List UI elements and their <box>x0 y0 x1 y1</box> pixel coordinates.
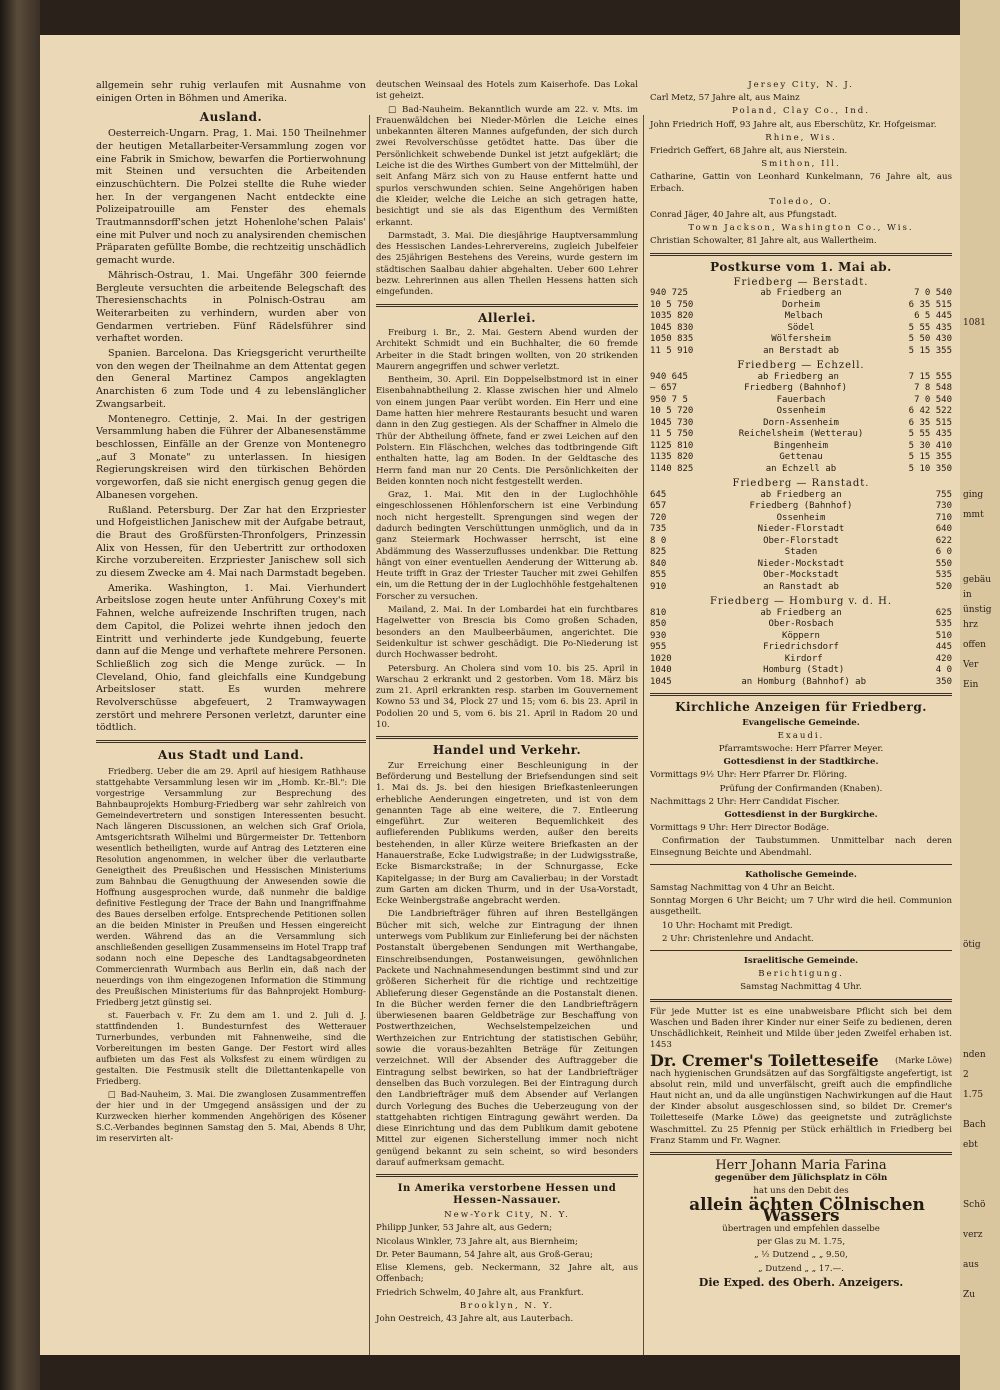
article-graz: Graz, 1. Mai. Mit den in der Luglochhöhle eingeschlossenen Höhlenforschern ist eine Verbindung noch nicht hergestellt. Sprengungen sind wegen der dadurch bedingten Verschüttungen unmöglich, und da in ganz Steiermark Hochwasser herrscht, ist eine Abdämmung des Wasserzuflusses undenkbar. Die Rettung hängt von einer eventuellen Aenderung der Witterung ab. Heute trifft in Graz der Triester Taucher mit zwei Gehilfen ein, um die Rettung der in der Luglochhöhle festgehaltenen Forscher zu versuchen. <box>376 490 638 602</box>
postkurs-station: Ober-Rosbach <box>768 619 834 630</box>
postkurs-time: 5 30 410 <box>908 440 952 451</box>
postkurs-time: 1045 <box>650 676 672 687</box>
postkurs-time: 535 <box>935 570 952 581</box>
postkurs-time: 550 <box>935 558 952 569</box>
postkurs-station: Kirdorf <box>784 653 823 664</box>
church-text: Nachmittags 2 Uhr: Herr Candidat Fischer. <box>650 796 840 807</box>
article-petersburg: Petersburg. An Cholera sind vom 10. bis 25. April in Warschau 2 erkrankt und 2 gestorben. Vom 18. März bis zum 21. April erkrankten resp. starben im Gouvernement Kowno 53 und 34, Plock 27 und 15; vom 6. bis 23. April in Podolien 20 und 5, vom 6. bis 21. April in Radom 20 und 10. <box>376 663 638 731</box>
postkurs-row <box>650 619 952 631</box>
place-heading: Brooklyn, N. Y. <box>459 1300 555 1311</box>
postkurs-station: Fauerbach <box>776 394 826 405</box>
postkurs-station: an Homburg (Bahnhof) ab <box>741 676 867 687</box>
column-3 <box>650 80 952 1290</box>
postkurs-time: 7 8 548 <box>914 383 952 394</box>
strip-text: Ein <box>963 680 979 690</box>
postkurs-time: 720 <box>650 512 667 523</box>
advert-farina-line: Herr Johann Maria Farina <box>715 1158 887 1174</box>
section-heading-handel: Handel und Verkehr. <box>432 743 582 758</box>
article-mailand: Mailand, 2. Mai. In der Lombardei hat ein furchtbares Hagelwetter von Brescia bis Como großen Schaden, besonders an den Maulbeerbäumen, angerichtet. Die Seidenkultur ist schwer geschädigt. Die Po-Niederung ist durch Hochwasser bedroht. <box>376 605 638 661</box>
postkurse-table <box>650 277 952 689</box>
postkurs-route-title: Friedberg — Homburg v. d. H. <box>710 596 892 608</box>
strip-text: ging <box>963 490 984 500</box>
postkurs-station: Ober-Florstadt <box>763 535 839 546</box>
postkurs-time: 5 50 430 <box>908 334 952 345</box>
postkurs-time: 535 <box>935 619 952 630</box>
postkurs-time: 10 5 720 <box>650 406 694 417</box>
postkurs-time: 5 55 435 <box>908 322 952 333</box>
postkurs-time: 350 <box>935 676 952 687</box>
postkurs-station: an Echzell ab <box>765 463 837 474</box>
subheading: Exaudi. <box>777 730 825 741</box>
divider <box>650 253 952 256</box>
postkurs-time: 1125 810 <box>650 440 694 451</box>
church-text: Berichtigung. <box>758 969 844 980</box>
article-continuation: deutschen Weinsaal des Hotels zum Kaiserhofe. Das Lokal ist geheizt. <box>376 80 638 102</box>
postkurs-station: an Ranstadt ab <box>763 581 839 592</box>
postkurs-time: 622 <box>935 535 952 546</box>
column-2 <box>376 80 638 1328</box>
divider <box>376 1174 638 1177</box>
obituary-entry: Nicolaus Winkler, 73 Jahre alt, aus Biernheim; <box>376 1236 578 1247</box>
postkurs-time: 5 10 350 <box>908 463 952 474</box>
postkurs-time: 1045 730 <box>650 417 694 428</box>
postkurs-time: 7 15 555 <box>908 371 952 382</box>
postkurs-row <box>650 547 952 559</box>
postkurs-time: 810 <box>650 607 667 618</box>
postkurs-time: 950 7 5 <box>650 394 688 405</box>
postkurs-row <box>650 559 952 571</box>
church-text: Samstag Nachmittag von 4 Uhr an Beicht. <box>650 882 835 893</box>
postkurs-station: Gettenau <box>779 452 823 463</box>
postkurs-row <box>650 418 952 430</box>
postkurs-station: Friedrichsdorf <box>763 642 839 653</box>
article-bad-nauheim-2: □ Bad-Nauheim. Bekanntlich wurde am 22. v. Mts. im Frauenwäldchen bei Nieder-Mörlen die Leiche eines unbekannten älteren Mannes aufgefunden, der sich durch zwei Revolverschüsse getödtet hatte. Das über die Persönlichkeit schwebende Dunkel ist jetzt aufgeklärt; die Leiche ist die des Wirthes Gumbert von der Mittelmühl, der seit Anfang März sich von zu Hause entfernt hatte und spurlos verschwunden schien. Seine Angehörigen haben die Kleider, welche die Leiche an sich getragen hatte, besichtigt und sie als das Eigenthum des Vermißten erkannt. <box>376 104 638 228</box>
church-text: Sonntag Morgen 6 Uhr Beicht; um 7 Uhr wird die heil. Communion ausgetheilt. <box>650 896 952 918</box>
postkurs-row <box>650 677 952 689</box>
intro-text: allgemein sehr ruhig verlaufen mit Ausnahme von einigen Orten in Böhmen und Amerika. <box>96 80 366 104</box>
postkurs-time: 850 <box>650 619 667 630</box>
church-text: Confirmation der Taubstummen. Unmittelbar nach deren Einsegnung Beichte und Abendmahl. <box>650 836 952 858</box>
postkurs-time: 735 <box>650 524 667 535</box>
postkurs-time: 420 <box>935 653 952 664</box>
article-montenegro: Montenegro. Cettinje, 2. Mai. In der gestrigen Versammlung haben die Führer der Albanesenstämme beschlossen, Einfälle an der Grenze von Montenegro „auf 3 Monate" zu unterlassen. In hiesigen Regierungskreisen wird den türkischen Behörden vorgeworfen, daß sie nicht energisch genug gegen die Albanesen vorgehen. <box>96 413 366 501</box>
postkurs-time: 445 <box>935 642 952 653</box>
church-text: Vormittags 9½ Uhr: Herr Pfarrer Dr. Flöring. <box>650 770 848 781</box>
postkurs-time: 1035 820 <box>650 311 694 322</box>
section-heading-ausland: Ausland. <box>199 110 263 125</box>
article-fauerbach: st. Fauerbach v. Fr. Zu dem am 1. und 2. Juli d. J. stattfindenden 1. Bundesturnfest des Wetterauer Turnerbundes, verbunden mit Fahnenweihe, sind die Vorbereitungen im besten Gange. Der Festort wird alles aufbieten um das Fest als Volksfest zu einem würdigen zu gestalten. Die Festmusik stellt die Dilettantenkapelle von Friedberg. <box>96 1009 366 1086</box>
strip-text: Zu <box>963 1290 976 1300</box>
column-divider <box>643 115 644 1355</box>
postkurs-time: 855 <box>650 570 667 581</box>
strip-text: Ver <box>963 660 979 670</box>
postkurs-row <box>650 654 952 666</box>
obituary-entry: John Oestreich, 43 Jahre alt, aus Lauterbach. <box>376 1314 574 1325</box>
church-text: 2 Uhr: Christenlehre und Andacht. <box>662 933 814 944</box>
postkurs-time: 510 <box>935 630 952 641</box>
advert-farina-price: „ ½ Dutzend „ „ 9.50, <box>754 1250 848 1261</box>
strip-text: gebäu <box>963 575 992 585</box>
postkurs-time: 6 35 515 <box>908 299 952 310</box>
postkurs-row <box>650 395 952 407</box>
strip-text: hrz <box>963 620 978 630</box>
postkurs-row <box>650 631 952 643</box>
place-heading: Poland, Clay Co., Ind. <box>732 106 870 117</box>
postkurs-station: Dorn-Assenheim <box>763 417 839 428</box>
postkurs-time: 940 645 <box>650 371 688 382</box>
divider <box>96 740 366 743</box>
article-bentheim: Bentheim, 30. April. Ein Doppelselbstmord ist in einer Eisenbahnabtheilung 2. Klasse zwischen hier und Almelo von einem jungen Paar verübt worden. Ein Herr und eine Dame hatten hier mehrere Restaurants besucht und waren dann in den Zug gestiegen. Als der Schaffner in Almelo die Thür der Abtheilung öffnete, fand er zwei Leichen auf den Polstern. Ein Fläschchen, welches das todtbringende Gift enthalten hatte, lag am Boden. In der Geldtasche des Herrn fand man nur 20 Cents. Die Persönlichkeiten der Beiden konnten noch nicht festgestellt werden. <box>376 375 638 487</box>
divider <box>650 999 952 1002</box>
postkurs-station: Dorheim <box>782 299 820 310</box>
article-spanien: Spanien. Barcelona. Das Kriegsgericht verurtheilte von den wegen der Theilnahme an dem Attentat gegen den General Martinez Campos angeklagten Anarchisten 6 zum Tode und 4 zu lebenslänglicher Zwangsarbeit. <box>96 348 366 410</box>
place-heading: New-York City, N. Y. <box>444 1209 570 1220</box>
postkurs-time: 5 15 355 <box>908 345 952 356</box>
postkurs-row <box>650 406 952 418</box>
postkurs-row <box>650 300 952 312</box>
advert-cremer-text-2: nach hygienischen Grundsätzen auf das Sorgfältigste angefertigt, ist absolut rein, mild und unverfälscht, greift auch die empfindliche Haut nicht an, und da alle ungünstigen Nachwirkungen auf die Haut der Kinder absolut ausgeschlossen sind, so bildet Dr. Cremer's Toiletteseife (Marke Löwe) das geeignetste und zuträglichste Waschmittel. Zu 25 Pfennig per Stück erhältlich in Friedberg bei Franz Stamm und Fr. Wagner. <box>650 1068 952 1146</box>
newspaper-page <box>40 35 960 1355</box>
obituary-entry: Elise Klemens, geb. Neckermann, 32 Jahre alt, aus Offenbach; <box>376 1263 638 1285</box>
church-text: Pfarramtswoche: Herr Pfarrer Meyer. <box>718 743 884 754</box>
church-text: Prüfung der Confirmanden (Knaben). <box>719 783 883 794</box>
postkurs-row <box>650 441 952 453</box>
advert-farina-price: „ Dutzend „ „ 17.—. <box>758 1263 844 1274</box>
section-heading-postkurse: Postkurse vom 1. Mai ab. <box>710 259 892 274</box>
postkurs-time: 645 <box>650 489 667 500</box>
postkurs-time: 8 0 <box>650 535 667 546</box>
postkurs-time: 1050 835 <box>650 334 694 345</box>
postkurs-row <box>650 372 952 384</box>
church-text: Samstag Nachmittag 4 Uhr. <box>740 982 862 993</box>
postkurs-station: ab Friedberg an <box>760 489 842 500</box>
postkurs-row <box>650 383 952 395</box>
strip-text: in <box>963 590 972 600</box>
postkurs-route-title: Friedberg — Echzell. <box>737 360 865 372</box>
postkurs-station: ab Friedberg an <box>760 607 842 618</box>
article-handel-1: Zur Erreichung einer Beschleunigung in der Beförderung und Bestellung der Briefsendungen sind seit 1. Mai ds. Js. bei den hiesigen Briefkastenleerungen erhebliche Aenderungen eingetreten, und ist von dem genannten Tage ab eine weitere, die 7. Entleerung eingeführt. Zur weiteren Bequemlichkeit des auflieferenden Publikums werden, außer den bereits bestehenden, in aller Kürze weitere Briefkasten an der Hanauerstraße, Ecke Ludwigstraße; in der Ludwigsstraße, Ecke Bismarckstraße; in der Schnurgasse, Ecke Kapitelgasse; in der Burg am Cavalierbau; in der Vorstadt zum Garten am dicken Thurm, und in der Usa-Vorstadt, Ecke Weinbergstraße angebracht werden. <box>376 760 638 907</box>
postkurs-route-title: Friedberg — Berstadt. <box>733 276 869 288</box>
postkurs-time: 6 42 522 <box>908 406 952 417</box>
divider <box>650 950 952 951</box>
church-text: Vormittags 9 Uhr: Herr Director Bodäge. <box>650 823 830 834</box>
postkurs-row <box>650 311 952 323</box>
postkurs-time: 1135 820 <box>650 452 694 463</box>
section-heading-stadt-und-land: Aus Stadt und Land. <box>157 748 305 763</box>
advert-cremer-text: Für jede Mutter ist es eine unabweisbare Pflicht sich bei dem Waschen und Baden ihrer Kinder nur einer Seife zu bedienen, deren Unschädlichkeit, Reinheit und Milde über jeden Zweifel erhaben ist. 1453 <box>650 1006 952 1051</box>
postkurs-station: Ossenheim <box>776 406 826 417</box>
postkurs-row <box>650 570 952 582</box>
strip-text: ebt <box>963 1140 978 1150</box>
obituary-entry: Dr. Peter Baumann, 54 Jahre alt, aus Groß-Gerau; <box>376 1249 593 1260</box>
postkurs-time: 840 <box>650 558 667 569</box>
advert-farina-line: übertragen und empfehlen dasselbe <box>722 1224 880 1235</box>
column-1 <box>96 80 366 1146</box>
postkurs-time: 6 0 <box>935 547 952 558</box>
strip-text: 1.75 <box>963 1090 984 1100</box>
article-freiburg: Freiburg i. Br., 2. Mai. Gestern Abend wurden der Architekt Schmidt und ein Buchhalter, die 60 fremde Arbeiter in die Stadt bringen wollten, von 20 strikenden Maurern angegriffen und schwer verletzt. <box>376 327 638 372</box>
postkurs-time: 11 5 910 <box>650 345 694 356</box>
postkurs-time: 1045 830 <box>650 322 694 333</box>
article-handel-2: Die Landbriefträger führen auf ihren Bestellgängen Bücher mit sich, welche zur Eintragung der ihnen unterwegs vom Publikum zur Einlieferung bei der nächsten Postanstalt übergebenen Sendungen mit Werthangabe, Einschreibsendungen, Postanweisungen, gewöhnlichen Packete und Nachnahmesendungen bestimmt sind und zur größeren Sicherheit für die richtige und rechtzeitige Ablieferung dieser Gegenstände an die Postanstalt dienen. In die Bücher werden ferner die den Landbriefträgern überwiesenen baaren Geldbeträge zur Beschaffung von Postwerthzeichen, Wechselstempelzeichen und Werthzeichen zur Entrichtung der statistischen Gebühr, sowie die voraus-bezahlten Beträge für Zeitungen verzeichnet. Will der Absender des Auftraggeber die Eintragung selbst bewirken, so hat der Landbriefträger denselben das Buch vorzulegen. Bei der Eintragung durch den Landbriefträger muß dem Absender auf Verlangen durch Vorlegung des Buches die Ueberzeugung von der stattgehabten richtigen Eintragung gewährt werden. Da diese Einrichtung und das dem Publikum damit gebotene Mittel zur eigenen Sicherstellung immer noch nicht genügend bekannt zu sein scheint, so wird besonders darauf aufmerksam gemacht. <box>376 909 638 1169</box>
obituary-entry: Philipp Junker, 53 Jahre alt, aus Gedern; <box>376 1223 553 1234</box>
column-divider <box>369 115 370 1355</box>
postkurs-station: Bingenheim <box>773 440 829 451</box>
postkurs-row <box>650 501 952 513</box>
postkurs-route-title: Friedberg — Ranstadt. <box>732 478 870 490</box>
article-russland: Rußland. Petersburg. Der Zar hat den Erzpriester und Hofgeistlichen Janischew mit der Aufgabe betraut, die Braut des Großfürsten-Thronfolgers, Prinzessin Alix von Hessen, für den Uebertritt zur orthodoxen Kirche vorzubereiten. Erzpriester Janischew soll sich zu diesem Zwecke am 4. Mai nach Darmstadt begeben. <box>96 504 366 580</box>
postkurs-time: 10 5 750 <box>650 299 694 310</box>
subheading: Israelitische Gemeinde. <box>743 956 859 966</box>
adjacent-page-strip <box>960 0 1000 1390</box>
strip-text: Schö <box>963 1200 986 1210</box>
obituary-entry: Catharine, Gattin von Leonhard Kunkelmann, 76 Jahre alt, aus Erbach. <box>650 172 952 194</box>
postkurs-row <box>650 524 952 536</box>
postkurs-station: ab Friedberg an <box>760 288 842 299</box>
postkurs-time: 930 <box>650 630 667 641</box>
subheading: Gottesdienst in der Burgkirche. <box>724 809 878 820</box>
postkurs-row <box>650 536 952 548</box>
article-friedberg: Friedberg. Ueber die am 29. April auf hiesigem Rathhause stattgehabte Versammlung lesen wir im „Homb. Kr.-Bl.": Die vorgestrige Versammlung zur Besprechung des Bahnbauprojekts Homburg-Friedberg war sehr zahlreich von Gemeindevertretern und sonstigen Interessenten besucht. Nach längeren Discussionen, an welchen sich Graf Oriola, Amtsgerichtsrath Wilhelmi und Bürgermeister Dr. Tettenborn wesentlich betheiligten, wurde auf Antrag des Letzteren eine Resolution angenommen, in welcher über die verlautbarte Geneigtheit des Preußischen und Hessischen Ministeriums zum Bahnbau die Genugthuung der Anwesenden sowie die Hoffnung ausgesprochen wurde, daß nunmehr die baldige definitive Festlegung der Trace der Bahn und Inangriffnahme des Baues derselben erfolge. Entsprechende Petitionen sollen an die beiden Minister in Preußen und Hessen eingereicht werden. Während das an die Versammlung sich anschließenden geselligen Zusammenseins im Hotel Trapp traf sodann noch eine Depesche des Landtagsabgeordneten Commercienrath Wurmbach aus Berlin ein, daß nach der neuerdings von ihm eingezogenen Information die Stimmung des Preußischen Ministeriums für das Bahnprojekt Homburg-Friedberg jetzt günstig sei. <box>96 765 366 1007</box>
postkurs-station: Köppern <box>782 630 820 641</box>
postkurs-time: 1020 <box>650 653 672 664</box>
obituary-entry: Conrad Jäger, 40 Jahre alt, aus Pfungstadt. <box>650 210 838 221</box>
divider <box>650 1152 952 1155</box>
strip-text: aus <box>963 1260 979 1270</box>
postkurs-row <box>650 334 952 346</box>
postkurs-time: 4 0 <box>935 665 952 676</box>
postkurs-station: Friedberg (Bahnhof) <box>749 501 853 512</box>
strip-text: offen <box>963 640 986 650</box>
postkurs-time: 730 <box>935 501 952 512</box>
postkurs-time: 755 <box>935 489 952 500</box>
postkurs-time: 955 <box>650 642 667 653</box>
postkurs-station: Reichelsheim (Wetterau) <box>738 429 864 440</box>
advert-farina-price: per Glas zu M. 1.75, <box>756 1237 846 1248</box>
postkurs-station: Södel <box>787 322 815 333</box>
postkurs-time: 11 5 750 <box>650 429 694 440</box>
postkurs-station: Ober-Mockstadt <box>763 570 839 581</box>
postkurs-time: 710 <box>935 512 952 523</box>
divider <box>650 864 952 865</box>
divider <box>650 693 952 696</box>
postkurs-station: Ossenheim <box>776 512 826 523</box>
postkurs-time: 910 <box>650 581 667 592</box>
divider <box>376 736 638 739</box>
postkurs-time: 825 <box>650 547 667 558</box>
section-heading-emigrants: In Amerika verstorbene Hessen und Hessen-Nassauer. <box>397 1183 617 1206</box>
strip-text: mmt <box>963 510 984 520</box>
obituary-entry: Carl Metz, 57 Jahre alt, aus Mainz <box>650 93 800 104</box>
postkurs-time: 6 5 445 <box>914 311 952 322</box>
place-heading: Rhine, Wis. <box>765 132 837 143</box>
postkurs-station: Melbach <box>784 311 823 322</box>
advert-farina-signature: Die Exped. des Oberh. Anzeigers. <box>698 1275 904 1289</box>
obituary-entry: Friedrich Schwelm, 40 Jahre alt, aus Frankfurt. <box>376 1287 584 1298</box>
strip-text: ünstig <box>963 605 992 615</box>
section-heading-kirche: Kirchliche Anzeigen für Friedberg. <box>675 700 927 715</box>
postkurs-station: Friedberg (Bahnhof) <box>744 383 848 394</box>
advert-farina-line: hat uns den Debit des <box>753 1186 849 1197</box>
postkurs-station: Homburg (Stadt) <box>763 665 845 676</box>
place-heading: Jersey City, N. J. <box>748 80 854 90</box>
obituary-entry: Christian Schowalter, 81 Jahre alt, aus Wallertheim. <box>650 236 877 247</box>
subheading: Evangelische Gemeinde. <box>742 717 860 728</box>
postkurs-row <box>650 429 952 441</box>
article-bad-nauheim-1: □ Bad-Nauheim, 3. Mai. Die zwanglosen Zusammentreffen der hier und in der Umgegend ansässigen und der zu Kurzwecken hierher kommenden Angehörigen des Kösener S.C.-Verbandes beginnen Samstag den 5. Mai, Abends 8 Uhr, im reservirten alt- <box>96 1088 366 1143</box>
advert-farina-line: gegenüber dem Jülichsplatz in Cöln <box>714 1173 888 1184</box>
church-text: 10 Uhr: Hochamt mit Predigt. <box>662 920 793 931</box>
postkurs-row <box>650 642 952 654</box>
divider <box>376 304 638 307</box>
postkurs-time: 7 0 540 <box>914 394 952 405</box>
strip-text: ötig <box>963 940 981 950</box>
postkurs-time: 5 15 355 <box>908 452 952 463</box>
obituary-entry: John Friedrich Hoff, 93 Jahre alt, aus Eberschütz, Kr. Hofgeismar. <box>650 119 937 130</box>
subheading: Gottesdienst in der Stadtkirche. <box>723 757 879 768</box>
strip-text: 1081 <box>963 318 986 328</box>
postkurs-row <box>650 288 952 300</box>
section-heading-allerlei: Allerlei. <box>478 310 536 325</box>
article-oesterreich: Oesterreich-Ungarn. Prag, 1. Mai. 150 Theilnehmer der heutigen Metallarbeiter-Versammlung zogen vor eine Fabrik in Smichow, bewarfen die Portierwohnung mit Steinen und versuchten die Arbeitenden einzuschüchtern. Die Polzei stellte die Ruhe wieder her. In der vergangenen Nacht entdeckte eine Polizeipatrouille am Fenster des ehemals Trautmannsdorff'schen jetzt Hohenlohe'schen Palais' eine mit Pulver und noch zu analysirenden chemischen Präparaten gefüllte Bombe, die rechtzeitig unschädlich gemacht wurde. <box>96 128 366 267</box>
advert-farina-title: allein ächten Cölnischen Wassers <box>689 1194 925 1226</box>
strip-text: 2 <box>963 1070 969 1080</box>
postkurs-time: 625 <box>935 607 952 618</box>
postkurs-station: Staden <box>784 547 818 558</box>
advert-cremer-mark: (Marke Löwe) <box>895 1056 952 1066</box>
postkurs-time: 657 <box>650 501 667 512</box>
postkurs-station: Nieder-Mockstadt <box>757 558 845 569</box>
postkurs-row <box>650 582 952 594</box>
postkurs-station: an Berstadt ab <box>763 345 839 356</box>
strip-text: nden <box>963 1050 986 1060</box>
postkurs-row <box>650 452 952 464</box>
postkurs-time: 1140 825 <box>650 463 694 474</box>
place-heading: Town Jackson, Washington Co., Wis. <box>688 223 914 234</box>
place-heading: Toledo, O. <box>769 196 833 207</box>
postkurs-station: Nieder-Florstadt <box>757 524 845 535</box>
advert-cremer-title: Dr. Cremer's Toiletteseife <box>650 1051 879 1071</box>
strip-text: Bach <box>963 1120 986 1130</box>
strip-text: verz <box>963 1230 983 1240</box>
postkurs-row <box>650 513 952 525</box>
article-amerika: Amerika. Washington, 1. Mai. Vierhundert Arbeitslose zogen heute unter Anführung Coxey's mit Fahnen, welche aufreizende Inschriften trugen, nach dem Capitol, die Polizei wehrte ihnen jedoch den Eintritt und verhinderte jede Kundgebung, feuerte dann auf die Menge und verhaftete mehrere Personen. Schließlich zog sich die Menge zurück. — In Cleveland, Ohio, fand gleichfalls eine Kundgebung Arbeitsloser statt. Es wurden mehrere Revolverschüsse abgefeuert, 2 Tramwaywagen zerstört und mehrere Personen verletzt, darunter eine tödtlich. <box>96 582 366 734</box>
postkurs-time: 1040 <box>650 665 672 676</box>
postkurs-row <box>650 464 952 476</box>
postkurs-station: ab Friedberg an <box>757 371 839 382</box>
postkurs-time: 520 <box>935 581 952 592</box>
article-darmstadt: Darmstadt, 3. Mai. Die diesjährige Hauptversammlung des Hessischen Landes-Lehrervereins, zugleich Jubelfeier des 25jährigen Bestehens des Vereins, wurde gestern im städtischen Saalbau dahier abgehalten. Ueber 600 Lehrer bezw. Lehrerinnen aus allen Theilen Hessens hatten sich eingefunden. <box>376 230 638 298</box>
obituary-entry: Friedrich Geffert, 68 Jahre alt, aus Nierstein. <box>650 146 848 157</box>
postkurs-time: — 657 <box>650 383 678 394</box>
postkurs-row <box>650 665 952 677</box>
postkurs-row <box>650 490 952 502</box>
postkurs-row <box>650 346 952 358</box>
postkurs-time: 6 35 515 <box>908 417 952 428</box>
place-heading: Smithon, Ill. <box>761 159 841 170</box>
postkurs-time: 640 <box>935 524 952 535</box>
postkurs-row <box>650 323 952 335</box>
book-binding <box>0 0 40 1390</box>
postkurs-time: 5 55 435 <box>908 429 952 440</box>
postkurs-station: Wölfersheim <box>771 334 831 345</box>
postkurs-time: 940 725 <box>650 288 688 299</box>
postkurs-row <box>650 608 952 620</box>
subheading: Katholische Gemeinde. <box>745 869 857 880</box>
postkurs-time: 7 0 540 <box>914 288 952 299</box>
article-maehrisch-ostrau: Mährisch-Ostrau, 1. Mai. Ungefähr 300 feiernde Bergleute versuchten die arbeitende Belegschaft des Theresienschachts in Polnisch-Ostrau am Weiterarbeiten zu verhindern, wurden aber von Gendarmen vertrieben. Fünf Rädelsführer sind verhaftet worden. <box>96 269 366 345</box>
